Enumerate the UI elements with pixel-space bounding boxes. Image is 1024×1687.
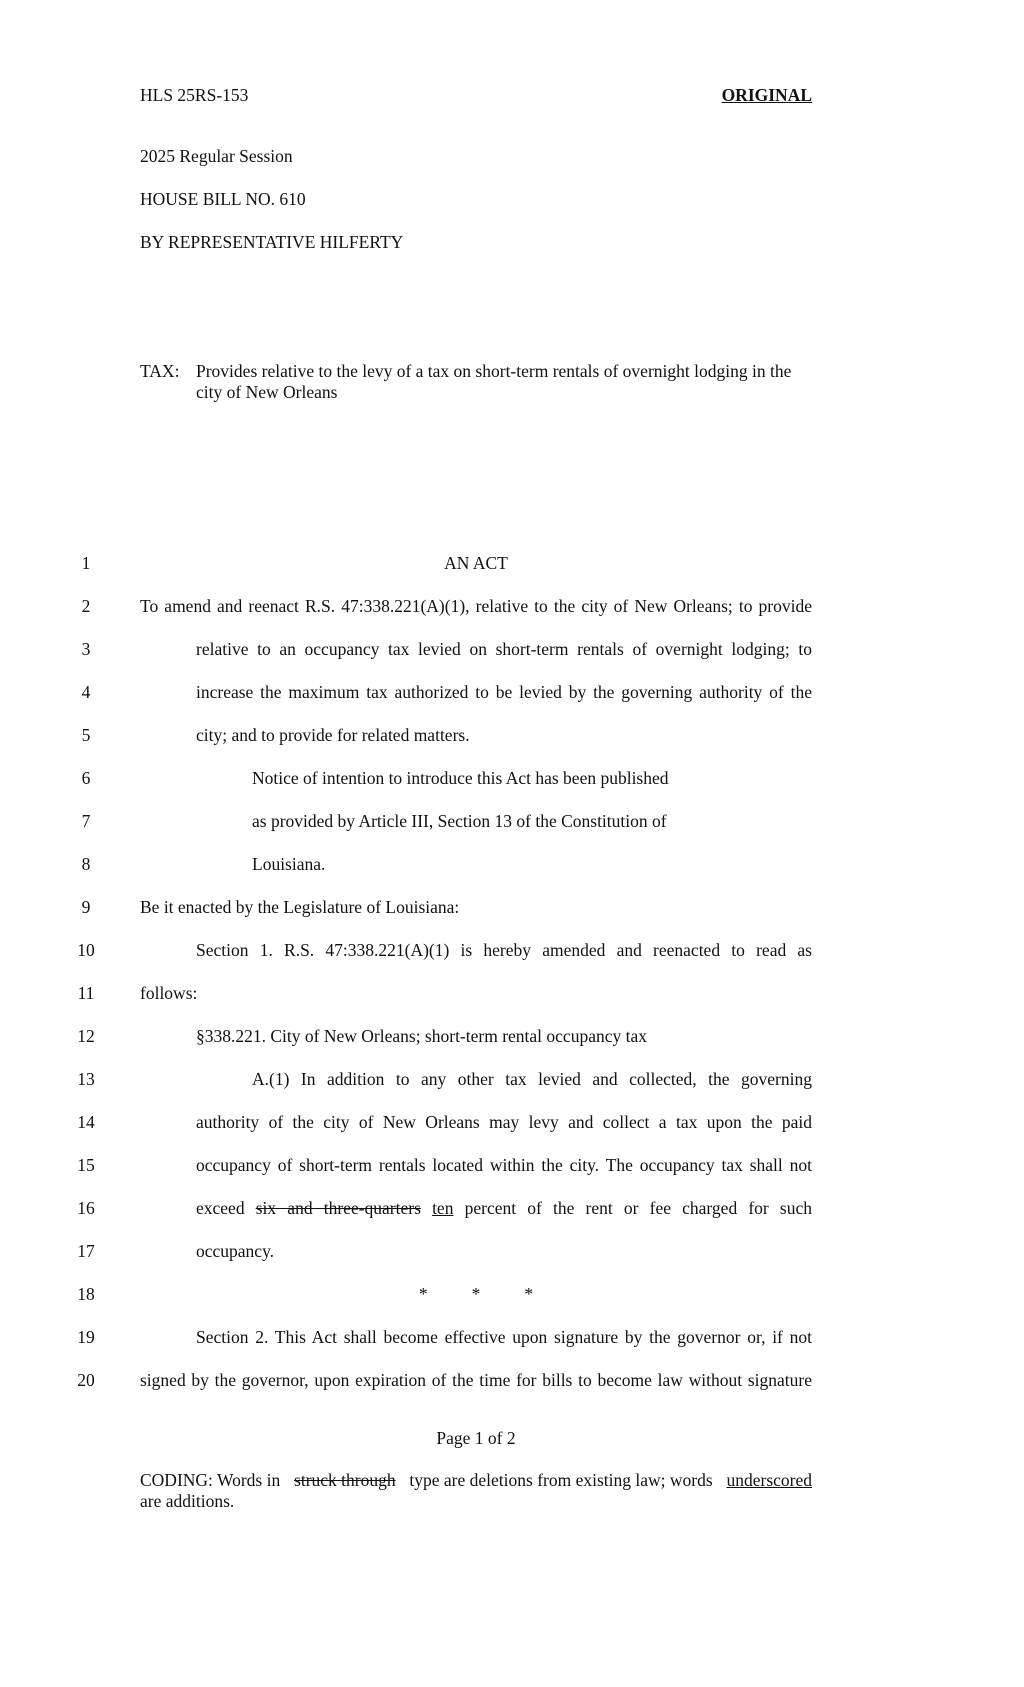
title-line: city; and to provide for related matters. — [196, 725, 470, 745]
title-line: relative to an occupancy tax levied on short-term rentals of overnight lodging; to — [196, 639, 812, 659]
statute-line: occupancy. — [196, 1241, 275, 1261]
coding-post: are additions. — [140, 1491, 235, 1511]
coding-mid: type are deletions from existing law; words — [409, 1470, 713, 1490]
asterisk: * — [418, 1284, 428, 1304]
line-number: 15 — [77, 1155, 95, 1175]
coding-struck: struck through — [294, 1470, 396, 1490]
notice-line: Louisiana. — [252, 854, 326, 874]
section-1-line: Section 1. R.S. 47:338.221(A)(1) is hereby amended and reenacted to read as — [196, 940, 812, 960]
amended-post: percent of the rent or fee charged for such — [464, 1198, 812, 1218]
line-number: 13 — [77, 1069, 95, 1089]
asterisk: * — [471, 1284, 481, 1304]
line-number: 12 — [77, 1026, 95, 1046]
bill-author: BY REPRESENTATIVE HILFERTY — [140, 232, 404, 252]
notice-line: Notice of intention to introduce this Act has been published — [252, 768, 669, 788]
digest-line-1: Provides relative to the levy of a tax on short-term rentals of overnight lodging in the — [196, 361, 792, 381]
line-number: 14 — [77, 1112, 95, 1132]
enacting-clause: Be it enacted by the Legislature of Louisiana: — [140, 897, 460, 917]
line-number: 9 — [81, 897, 91, 917]
statute-line: authority of the city of New Orleans may levy and collect a tax upon the paid — [196, 1112, 812, 1132]
title-line: increase the maximum tax authorized to be levied by the governing authority of the — [196, 682, 812, 702]
line-number: 17 — [77, 1241, 95, 1261]
deleted-text: six and three-quarters — [255, 1198, 421, 1218]
line-number: 3 — [81, 639, 91, 659]
line-number: 5 — [81, 725, 91, 745]
statute-heading: §338.221. City of New Orleans; short-term rental occupancy tax — [196, 1026, 647, 1046]
coding-underscored: underscored — [726, 1470, 812, 1490]
coding-pre: CODING: Words in — [140, 1470, 281, 1490]
line-number: 10 — [77, 940, 95, 960]
section-1-line: follows: — [140, 983, 198, 1003]
coding-note — [140, 1470, 812, 1512]
session-label: 2025 Regular Session — [140, 146, 293, 166]
line-number: 6 — [81, 768, 91, 788]
bill-digest — [140, 361, 812, 403]
statute-line: occupancy of short-term rentals located within the city. The occupancy tax shall not — [196, 1155, 812, 1175]
line-number: 18 — [77, 1284, 95, 1304]
line-number: 11 — [77, 983, 95, 1003]
section-2-line: Section 2. This Act shall become effective upon signature by the governor or, if not — [196, 1327, 812, 1347]
line-number: 7 — [81, 811, 91, 831]
bill-id: HLS 25RS-153 — [140, 85, 249, 105]
asterisk: * — [524, 1284, 534, 1304]
bill-number: HOUSE BILL NO. 610 — [140, 189, 306, 209]
line-number: 16 — [77, 1198, 95, 1218]
amended-pre: exceed — [196, 1198, 245, 1218]
line-number: 1 — [81, 553, 91, 573]
statute-line: A.(1) In addition to any other tax levied and collected, the governing — [252, 1069, 812, 1089]
line-number: 4 — [81, 682, 91, 702]
notice-line: as provided by Article III, Section 13 of the Constitution of — [252, 811, 667, 831]
section-2-line: signed by the governor, upon expiration of the time for bills to become law without signature — [140, 1370, 812, 1390]
digest-line-2: city of New Orleans — [196, 382, 338, 402]
omission-marker — [140, 1284, 812, 1305]
act-heading: AN ACT — [444, 553, 508, 573]
line-number: 2 — [81, 596, 91, 616]
page-number: Page 1 of 2 — [436, 1428, 516, 1448]
line-number: 19 — [77, 1327, 95, 1347]
title-line: To amend and reenact R.S. 47:338.221(A)(1), relative to the city of New Orleans; to provide — [140, 596, 812, 616]
line-number: 8 — [81, 854, 91, 874]
added-text: ten — [432, 1198, 454, 1218]
line-number: 20 — [77, 1370, 95, 1390]
bill-status: ORIGINAL — [721, 85, 812, 105]
digest-label: TAX: — [140, 361, 180, 381]
amended-line — [196, 1198, 812, 1219]
